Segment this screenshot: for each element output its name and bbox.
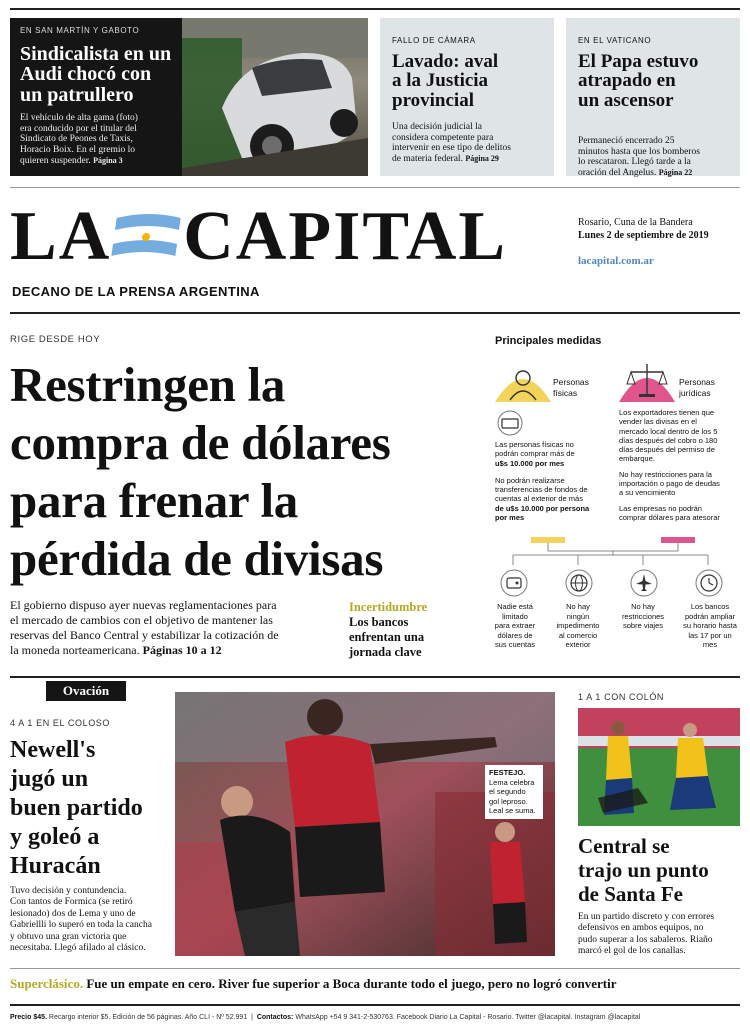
central-body-line: pudo superar a los sabaleros. Riaño: [578, 934, 713, 945]
footer-contacts: WhatsApp +54 9 341-2-530763. Facebook Diario La Capital - Rosario. Twitter @lacapital. Instagram @lacapital: [295, 1014, 641, 1021]
bottom-text-line: exterior: [565, 640, 591, 650]
rule-above-strip: [10, 968, 740, 969]
left-label: Personas: [553, 377, 589, 387]
lead-pages: Páginas 10 a 12: [142, 643, 222, 657]
infographic-title: Principales medidas: [495, 335, 602, 347]
teaser-body-line: de materia federal.: [392, 153, 463, 164]
bottom-text-line: al comercio: [558, 630, 598, 640]
left-text-bold: por mes: [495, 513, 525, 523]
side-kicker: Incertidumbre: [349, 600, 428, 614]
right-text-line: importación o pago de deudas: [619, 479, 720, 489]
wallet-icon: [499, 568, 529, 598]
side-line: Los bancos: [349, 615, 409, 629]
lead-headline-line: Restringen la: [10, 357, 286, 412]
masthead-date: Lunes 2 de septiembre de 2019: [578, 229, 709, 241]
bottom-text-line: No hay: [631, 602, 655, 611]
lead-headline-line: para frenar la: [10, 473, 298, 528]
rule-above-sports: [10, 676, 740, 678]
lead-body-line: la moneda norteamericana.: [10, 643, 140, 657]
caption-line: Leal se suma.: [489, 806, 536, 815]
teaser-title-line: Lavado: aval: [392, 51, 499, 72]
newells-headline[interactable]: [10, 736, 170, 881]
car-photo: [182, 18, 368, 176]
newells-headline-line: jugó un: [10, 766, 89, 792]
newells-body-line: Gabriellli lo superó en toda la cancha: [10, 920, 152, 931]
clock-icon: [694, 568, 724, 598]
teaser-title-line: un patrullero: [20, 83, 134, 106]
superclasico-strip[interactable]: [10, 976, 740, 992]
masthead-website-link[interactable]: lacapital.com.ar: [578, 255, 654, 267]
card-icon: [495, 410, 525, 436]
teaser-body-line: minutos hasta que los bomberos: [578, 146, 700, 157]
central-body-line: En un partido discreto y con errores: [578, 912, 715, 922]
teaser-title-line: El Papa estuvo: [578, 51, 699, 72]
masthead-name-a: LA: [10, 198, 112, 275]
lead-body-line: reservas del Banco Central y estabilizar la cotización de: [10, 628, 279, 642]
teaser-kicker: EN EL VATICANO: [578, 36, 652, 45]
bottom-text-line: dólares de: [497, 630, 533, 640]
right-label: jurídicas: [679, 388, 711, 398]
argentina-flag-icon: [106, 212, 185, 262]
side-line: jornada clave: [349, 645, 422, 659]
teaser-body-line: Horacio Boix. En el gremio lo: [20, 144, 136, 155]
teaser-body-line: Permaneció encerrado 25: [578, 136, 675, 146]
strip-text: Fue un empate en cero. River fue superior a Boca durante todo el juego, pero no logró convertir: [86, 976, 617, 991]
caption-line: gol leproso.: [489, 796, 528, 806]
bottom-text-line: podrán ampliar: [684, 611, 736, 621]
infographic: [493, 330, 741, 660]
footer-contact-label: Contactos:: [256, 1014, 294, 1021]
left-text-bold: u$s 10.000 por mes: [495, 458, 565, 468]
newells-kicker: 4 A 1 EN EL COLOSO: [10, 718, 111, 728]
newells-headline-line: buen partido: [10, 795, 143, 821]
photo-caption: [485, 765, 543, 819]
teaser-kicker: FALLO DE CÁMARA: [392, 36, 476, 45]
newells-headline-line: Huracán: [10, 853, 101, 879]
right-text-line: Las empresas no podrán: [619, 503, 702, 513]
right-text-line: a su vencimiento: [619, 488, 676, 498]
central-headline[interactable]: [578, 834, 740, 906]
masthead-logo[interactable]: [10, 196, 555, 278]
lead-headline-line: pérdida de divisas: [10, 531, 384, 586]
rule-under-teasers: [10, 187, 740, 188]
central-headline-line: Central se: [578, 834, 670, 858]
central-headline-line: trajo un punto: [578, 858, 709, 882]
newells-body-line: lesionado) dos de Lema y uno de: [10, 908, 136, 919]
bottom-text-line: sus cuentas: [494, 640, 536, 650]
right-text-line: días después del permiso de: [619, 445, 715, 455]
right-text-line: No hay restricciones para la: [619, 469, 712, 479]
teaser-body-line: intervenir en ese tipo de delitos: [392, 143, 511, 154]
bottom-text-line: restricciones: [621, 611, 665, 621]
teaser-page: Página 3: [93, 155, 123, 165]
masthead-location: Rosario, Cuna de la Bandera: [578, 217, 693, 228]
newells-body-line: Tuvo decisión y contundencia.: [10, 886, 127, 896]
central-body-line: marcó el gol de los canallas.: [578, 946, 686, 957]
right-text-line: días después del cobro o 180: [619, 435, 718, 445]
teaser-body-line: quieren suspender.: [20, 155, 91, 166]
central-body-line: defensivos en ambos equipos, no: [578, 923, 704, 934]
lead-headline[interactable]: [10, 356, 485, 588]
central-match-photo: [578, 708, 740, 826]
left-text-line: transferencias de fondos de: [495, 485, 588, 495]
left-text-bold: de u$s 10.000 por persona: [495, 503, 590, 513]
teaser-page: Página 29: [465, 153, 499, 163]
person-icon: [495, 362, 551, 402]
masthead-name-b: CAPITAL: [183, 198, 508, 275]
footer-rest: Recargo interior $5. Edición de 56 páginas. Año CLI - Nº 52.991: [48, 1014, 248, 1021]
bottom-text-line: No hay: [566, 602, 590, 611]
plane-icon: [629, 568, 659, 598]
bottom-text-line: mes: [702, 640, 718, 650]
left-text-line: podrán comprar más de: [495, 449, 575, 459]
lead-kicker: RIGE DESDE HOY: [10, 334, 101, 345]
teaser-body-line: Una decisión judicial la: [392, 122, 482, 132]
lead-body-line: El gobierno dispuso ayer nuevas reglamentaciones para: [10, 598, 277, 612]
right-text-line: vender las divisas en el: [619, 417, 697, 427]
left-text-line: cuentas al exterior de más: [495, 494, 583, 504]
newells-body-line: y obtuvo una gran victoria que: [10, 931, 127, 942]
rule-under-masthead: [10, 312, 740, 314]
bottom-text-line: para extraer: [494, 621, 536, 631]
teaser-sindicalista[interactable]: [10, 18, 368, 176]
section-label-ovacion[interactable]: Ovación: [46, 681, 126, 701]
teaser-body-line: considera competente para: [392, 132, 494, 143]
bottom-text-line: sobre viajes: [622, 621, 664, 631]
right-text-line: comprar dólares para atesorar: [619, 512, 720, 522]
teaser-papa[interactable]: [566, 18, 740, 176]
teaser-title-line: Audi chocó con: [20, 63, 152, 86]
footer: Precio $45. Recargo interior $5. Edición de 56 páginas. Año CLI - Nº 52.991 | Contactos: WhatsApp +54 9 341-2-530763. Facebook Diario La Capital - Rosario. Twitter @lacapital. Instagram @lacapital: [10, 1014, 641, 1021]
bottom-text-line: impedimento: [556, 621, 600, 631]
lead-body-line: el mercado de cambios con el objetivo de mantener las: [10, 613, 273, 627]
teaser-kicker: EN SAN MARTÍN Y GABOTO: [20, 26, 140, 35]
newells-match-photo: [175, 692, 555, 956]
rule-above-footer: [10, 1004, 740, 1006]
newells-body-line: necesitaba. Llegó afilado al clásico.: [10, 943, 146, 954]
right-text-line: mercado local dentro de los 5: [619, 426, 718, 436]
teaser-body-line: Sindicato de Peones de Taxis,: [20, 134, 133, 145]
globe-icon: [564, 568, 594, 598]
teaser-body-line: oración del Angelus.: [578, 167, 657, 178]
newells-headline-line: y goleó a: [10, 824, 100, 850]
right-text-line: Los exportadores tienen que: [619, 408, 715, 417]
side-line: enfrentan una: [349, 630, 425, 644]
teaser-title-line: atrapado en: [578, 70, 676, 92]
caption-line: el segundo: [489, 787, 526, 796]
bottom-text-line: limitado: [502, 611, 528, 621]
teaser-lavado[interactable]: [380, 18, 554, 176]
left-label: físicas: [553, 388, 578, 398]
right-label: Personas: [679, 377, 715, 387]
caption-title: FESTEJO.: [489, 768, 526, 777]
left-text-line: Las personas físicas no: [495, 440, 574, 449]
teaser-page: Página 22: [658, 167, 693, 177]
right-text-line: embarque.: [619, 454, 655, 464]
newells-body-line: Con tantos de Formica (se retiró: [10, 897, 133, 908]
newells-headline-line: Newell's: [10, 737, 96, 763]
bottom-text-line: Nadie está: [497, 602, 533, 611]
central-headline-line: de Santa Fe: [578, 882, 683, 906]
bottom-text-line: las 17 por un: [688, 630, 732, 640]
teaser-body-line: El vehículo de alta gama (foto): [20, 113, 138, 123]
teaser-title-line: Sindicalista en un: [20, 43, 172, 65]
left-text-line: No podrán realizarse: [495, 475, 565, 485]
teaser-title-line: a la Justicia: [392, 70, 489, 92]
central-kicker: 1 A 1 CON COLÓN: [578, 692, 665, 702]
bottom-text-line: su horario hasta: [683, 621, 737, 631]
masthead-tagline: DECANO DE LA PRENSA ARGENTINA: [12, 284, 260, 299]
teaser-body-line: era conducido por el titular del: [20, 123, 137, 134]
bottom-text-line: ningún: [566, 611, 590, 621]
strip-kicker: Superclásico.: [10, 976, 84, 991]
scales-icon: [619, 358, 675, 402]
teaser-title-line: provincial: [392, 89, 474, 111]
footer-price: Precio $45.: [10, 1014, 47, 1021]
caption-line: Lema celebra: [489, 777, 535, 787]
bottom-text-line: Los bancos: [690, 602, 730, 611]
teaser-body-line: lo rescataron. Llegó tarde a la: [578, 157, 691, 168]
lead-headline-line: compra de dólares: [10, 415, 391, 470]
top-rule: [10, 8, 740, 10]
teaser-title-line: un ascensor: [578, 89, 674, 111]
